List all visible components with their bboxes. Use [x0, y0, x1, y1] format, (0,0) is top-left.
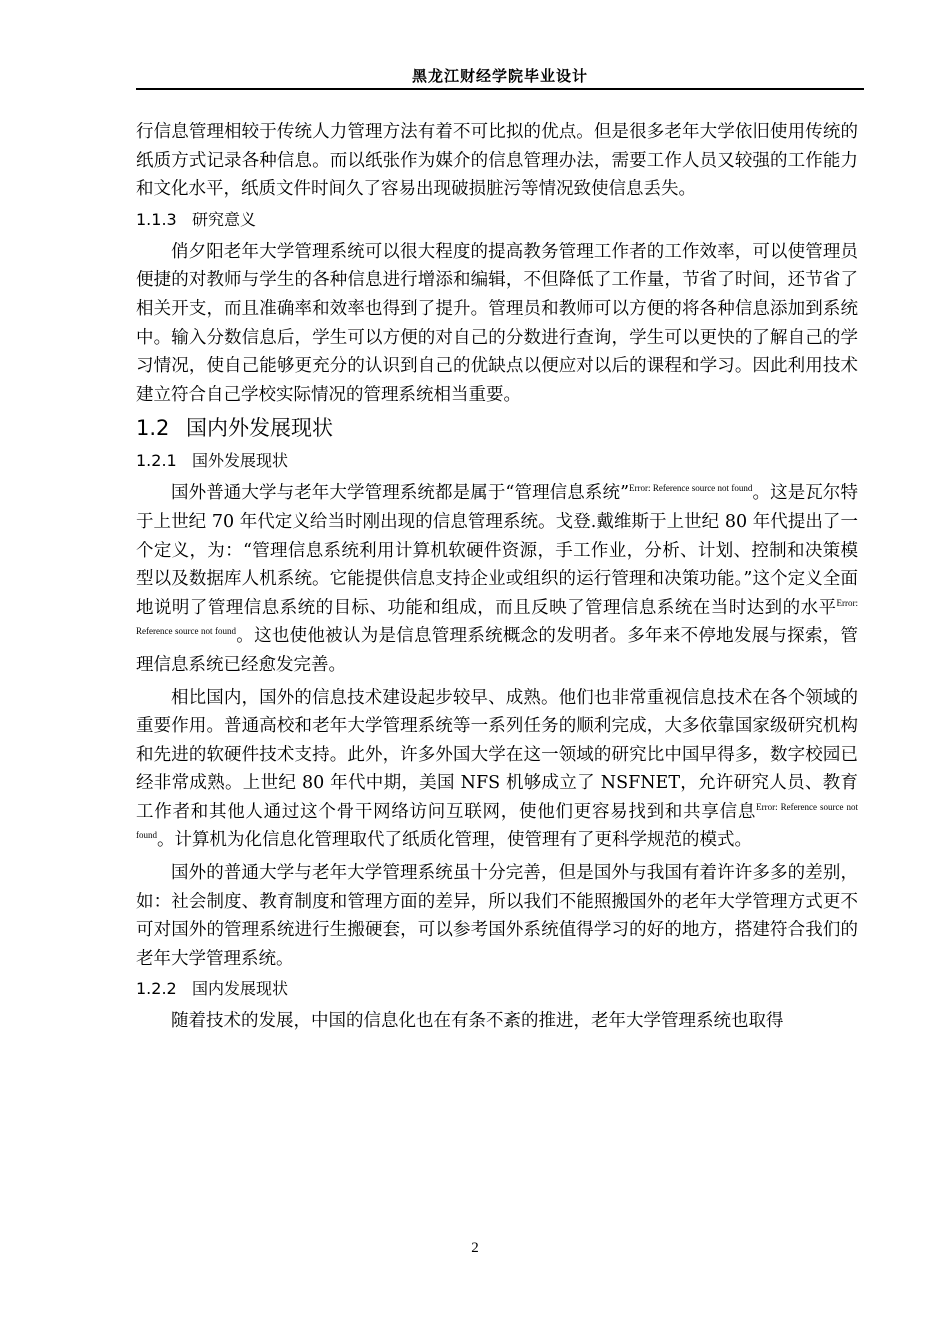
section-heading-1-2-2 [136, 977, 858, 1001]
page-header: 黑龙江财经学院毕业设计 [411, 67, 588, 85]
paragraph-continued: 行信息管理相较于传统人力管理方法有着不可比拟的优点。但是很多老年大学依旧使用传统的纸质方式记录各种信息。而以纸张作为媒介的信息管理办法，需要工作人员又较强的工作能力和文化水平，纸质文件时间久了容易出现破损脏污等情况致使信息丢失。 [136, 122, 858, 200]
text-run: 。计算机为化信息化管理取代了纸质化管理，使管理有了更科学规范的模式。 [157, 830, 752, 851]
reference-error: Error: Reference source not found [136, 801, 859, 841]
section-number: 1.2 [136, 416, 170, 441]
text-run: 国外普通大学与老年大学管理系统都是属于“管理信息系统” [171, 483, 630, 504]
section-title: 国内发展现状 [192, 979, 289, 999]
paragraph-foreign-differences: 国外的普通大学与老年大学管理系统虽十分完善，但是国外与我国有着许许多多的差别，如：社会制度、教育制度和管理方面的差异，所以我们不能照搬国外的老年大学管理方式更不可对国外的管理系统进行生搬硬套，可以参考国外系统值得学习的好的地方，搭建符合我们的老年大学管理系统。 [136, 863, 858, 969]
section-number: 1.1.3 [136, 209, 177, 229]
header-divider [136, 88, 864, 90]
text-run: 。这是瓦尔特于上世纪 70 年代定义给当时刚出现的信息管理系统。戈登.戴维斯于上世纪 80 年代提出了一个定义，为：“管理信息系统利用计算机软硬件资源，手工作业，分析、计划、控制和决策模型以及数据库人机系统。它能提供信息支持企业或组织的运行管理和决策功能。”这个定义全面地说明了管理信息系统的目标、功能和组成，而且反映了管理信息系统在当时达到的水平 [136, 483, 858, 618]
section-number: 1.2.2 [136, 979, 177, 999]
page-number: 2 [471, 1240, 479, 1256]
paragraph-research-significance: 俏夕阳老年大学管理系统可以很大程度的提高教务管理工作者的工作效率，可以使管理员便捷的对教师与学生的各种信息进行增添和编辑，不但降低了工作量，节省了时间，还节省了相关开支，而且准确率和效率也得到了提升。管理员和教师可以方便的将各种信息添加到系统中。输入分数信息后，学生可以方便的对自己的分数进行查询，学生可以更快的了解自己的学习情况，使自己能够更充分的认识到自己的优缺点以便应对以后的课程和学习。因此利用技术建立符合自己学校实际情况的管理系统相当重要。 [136, 241, 858, 405]
reference-error: Error: Reference source not found [629, 483, 753, 494]
section-title: 研究意义 [192, 209, 257, 229]
section-heading-1-2-1 [136, 449, 858, 473]
section-title: 国外发展现状 [192, 451, 289, 471]
section-number: 1.2.1 [136, 451, 177, 471]
paragraph-domestic-status: 随着技术的发展，中国的信息化也在有条不紊的推进，老年大学管理系统也取得 [171, 1011, 784, 1032]
paragraph-foreign-tech [136, 684, 858, 856]
section-title: 国内外发展现状 [186, 416, 333, 441]
text-run: 相比国内，国外的信息技术建设起步较早、成熟。他们也非常重视信息技术在各个领域的重要作用。普通高校和老年大学管理系统等一系列任务的顺利完成，大多依靠国家级研究机构和先进的软硬件技术支持。此外，许多外国大学在这一领域的研究比中国早得多，数字校园已经非常成熟。上世纪 80 年代中期，美国 NFS 机够成立了 NSFNET，允许研究人员、教育工作者和其他人通过这个骨干网络访问互联网，使他们更容易找到和共享信息 [136, 687, 858, 822]
paragraph-foreign-mis [136, 479, 858, 679]
section-heading-1-2 [136, 413, 858, 443]
reference-error: Error: Reference source not found [136, 597, 858, 637]
document-body [136, 118, 858, 1040]
text-run: 。这也使他被认为是信息管理系统概念的发明者。多年来不停地发展与探索，管理信息系统已经愈发完善。 [136, 626, 858, 675]
section-heading-1-1-3 [136, 208, 858, 232]
